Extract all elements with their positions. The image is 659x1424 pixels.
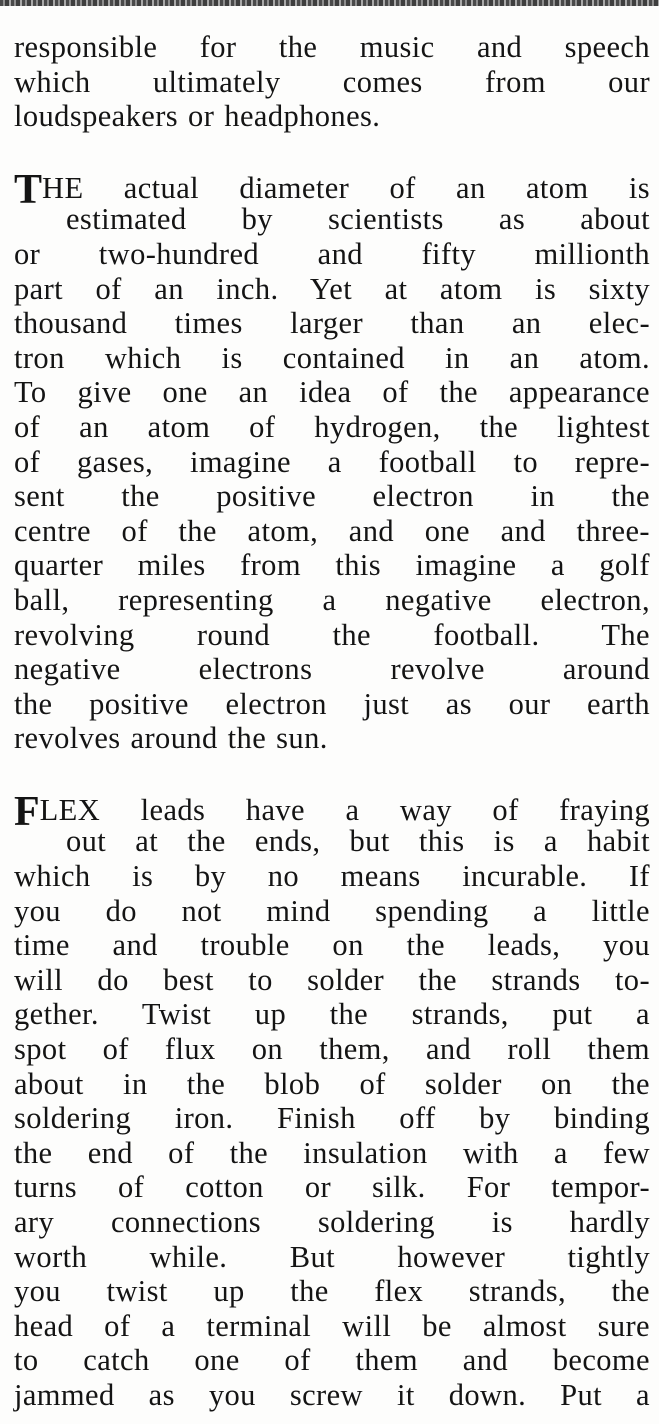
first-line-text: LEX leads have a way of fraying	[39, 792, 650, 827]
text-line: loudspeakers or headphones.	[14, 99, 381, 134]
text-line: head of a terminal will be almost sure	[14, 1308, 650, 1343]
text-line: jammed as you screw it down. Put a	[14, 1377, 650, 1412]
text-line: To give one an idea of the appearance	[14, 375, 650, 410]
text-line: you twist up the flex strands, the	[14, 1274, 650, 1309]
text-line: negative electrons revolve around	[14, 652, 650, 687]
text-line: of gases, imagine a football to repre-	[14, 444, 650, 479]
text-line: or two-hundred and fifty millionth	[14, 236, 650, 271]
article-column	[14, 30, 650, 1413]
text-line: revolving round the football. The	[14, 617, 650, 652]
text-line: you do not mind spending a little	[14, 893, 650, 928]
text-line: centre of the atom, and one and three-	[14, 513, 650, 548]
text-line: part of an inch. Yet at atom is sixty	[14, 271, 650, 306]
text-line: quarter miles from this imagine a golf	[14, 548, 650, 583]
paragraph-gap	[14, 756, 650, 790]
text-line: revolves around the sun.	[14, 721, 328, 756]
text-line: sent the positive electron in the	[14, 479, 650, 514]
text-line	[14, 788, 650, 835]
text-line: responsible for the music and speech	[14, 30, 650, 64]
drop-initial: F	[14, 788, 40, 835]
text-line: tron which is contained in an atom.	[14, 340, 650, 375]
paragraph-music-speech	[14, 30, 650, 134]
text-line: out at the ends, but this is a habit	[66, 824, 650, 859]
text-line: ball, representing a negative electron,	[14, 582, 650, 617]
text-line: estimated by scientists as about	[66, 202, 650, 237]
text-line: which ultimately comes from our	[14, 64, 650, 99]
drop-initial: T	[14, 166, 43, 213]
text-line: the end of the insulation with a few	[14, 1135, 650, 1170]
column-top-rule	[0, 0, 659, 6]
text-line: time and trouble on the leads, you	[14, 928, 650, 963]
text-line: which is by no means incurable. If	[14, 859, 650, 894]
text-line: about in the blob of solder on the	[14, 1066, 650, 1101]
paragraph-gap	[14, 134, 650, 168]
paragraph-atom-diameter	[14, 168, 650, 756]
first-line-text: HE actual diameter of an atom is	[42, 170, 650, 205]
text-line: turns of cotton or silk. For tempor-	[14, 1170, 650, 1205]
text-line: worth while. But however tightly	[14, 1239, 650, 1274]
text-line: to catch one of them and become	[14, 1343, 650, 1378]
text-line: soldering iron. Finish off by binding	[14, 1101, 650, 1136]
text-line: thousand times larger than an elec-	[14, 306, 650, 341]
text-line: spot of flux on them, and roll them	[14, 1032, 650, 1067]
text-line: the positive electron just as our earth	[14, 686, 650, 721]
paragraph-flex-leads	[14, 790, 650, 1413]
text-line: gether. Twist up the strands, put a	[14, 997, 650, 1032]
text-line: of an atom of hydrogen, the lightest	[14, 409, 650, 444]
text-line: ary connections soldering is hardly	[14, 1205, 650, 1239]
text-line	[14, 166, 650, 213]
text-line: will do best to solder the strands to-	[14, 962, 650, 997]
